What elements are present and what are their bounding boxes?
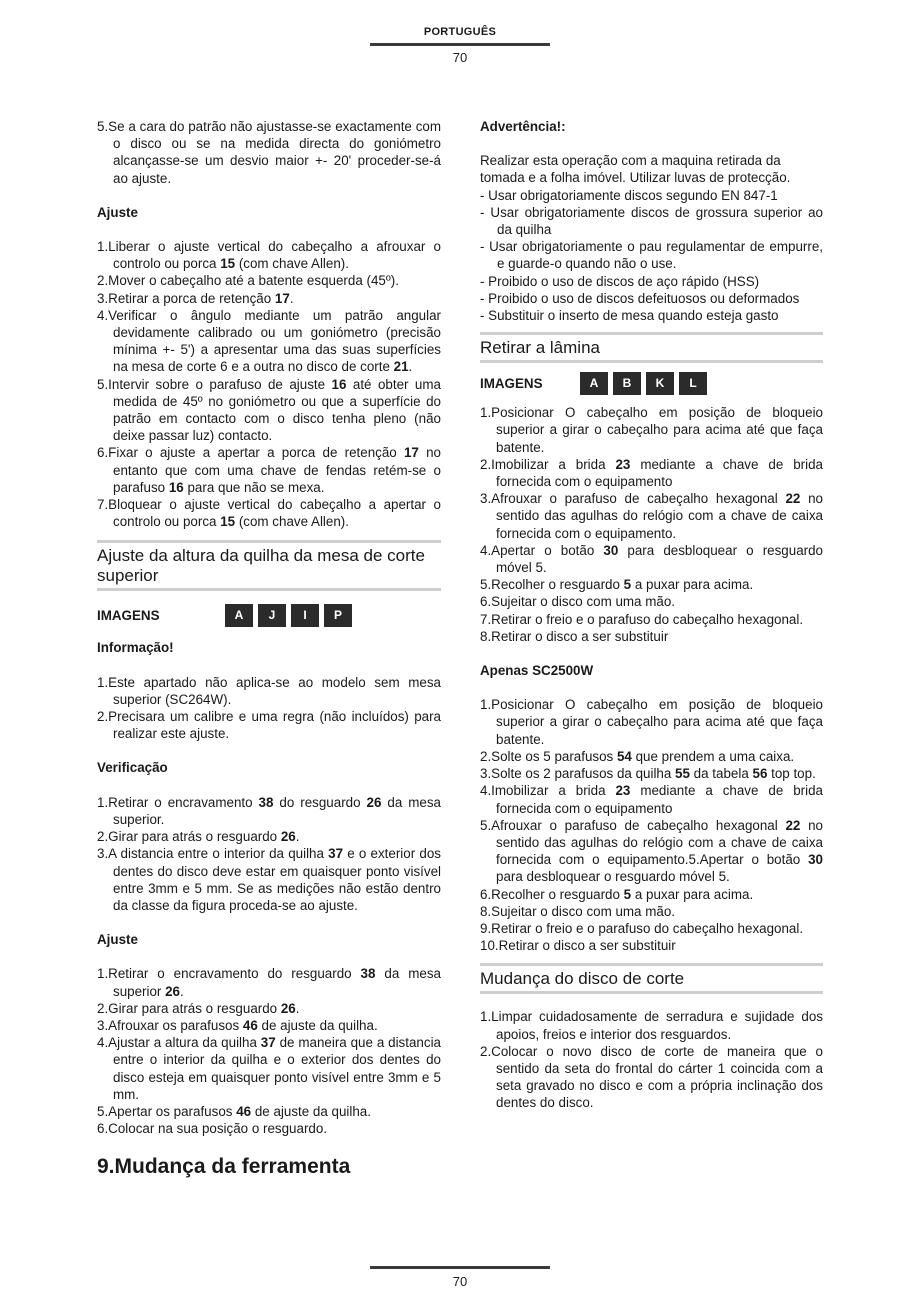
list-item: 5.Recolher o resguardo 5 a puxar para acima.: [480, 577, 754, 593]
section-title-retirar: Retirar a lâmina: [480, 332, 823, 363]
list-item: 6.Fixar o ajuste a apertar a porca de retenção 17 no entanto que com uma chave de fendas retém-se o parafuso 16 para que não se mexa.: [97, 445, 441, 495]
image-ref-box: I: [291, 604, 319, 627]
footer-page-number: 70: [452, 1274, 468, 1289]
list-item: 2.Mover o cabeçalho até a batente esquerda (45º).: [97, 273, 399, 289]
list-item: 8.Sujeitar o disco com uma mão.: [480, 903, 675, 919]
list-item: 5.Afrouxar o parafuso de cabeçalho hexagonal 22 no sentido das agulhas do relógio com a chave de caixa fornecida com o equipamento.5.Apertar o botão 30 para desbloquear o resguardo móvel 5.: [480, 817, 823, 885]
footer-rule: [370, 1266, 550, 1269]
chapter-title: 9.Mudança da ferramenta: [97, 1155, 351, 1179]
list-item: 2.Girar para atrás o resguardo 26.: [97, 829, 300, 845]
list-item: 3.Afrouxar o parafuso de cabeçalho hexagonal 22 no sentido das agulhas do relógio com a chave de caixa fornecida com o equipamento.: [480, 491, 823, 541]
image-ref-box: P: [324, 604, 352, 627]
list-item: 3.A distancia entre o interior da quilha 37 e o exterior dos dentes do disco deve estar em quaisquer ponto visível entre 3mm e 5 mm. Se as medições não estão dentro da classe da figura proceda-se ao ajuste.: [97, 846, 441, 913]
section-heading-verificacao: Verificação: [97, 760, 168, 776]
section-heading-ajuste: Ajuste: [97, 204, 138, 220]
list-item: 7.Bloquear o ajuste vertical do cabeçalho a apertar o controlo ou porca 15 (com chave Allen).: [97, 497, 441, 530]
imagens-row: [480, 369, 823, 397]
left-column: [97, 118, 441, 1180]
header-page-number: 70: [452, 50, 468, 65]
list-item: 3.Solte os 2 parafusos da quilha 55 da tabela 56 top top.: [480, 766, 816, 782]
list-item: 10.Retirar o disco a ser substituir: [480, 938, 676, 954]
list-item: 6.Sujeitar o disco com uma mão.: [480, 594, 675, 610]
list-item: 4.Ajustar a altura da quilha 37 de maneira que a distancia entre o interior da quilha e o exterior dos dentes do disco esteja em quaisquer ponto visível entre 3mm e 5 mm.: [97, 1035, 441, 1102]
imagens-label: IMAGENS: [480, 375, 543, 391]
list-item: 1.Retirar o encravamento 38 do resguardo 26 da mesa superior.: [97, 794, 441, 827]
list-item: - Substituir o inserto de mesa quando esteja gasto: [480, 308, 779, 324]
list-item: - Proibido o uso de discos defeituosos ou deformados: [480, 290, 800, 306]
list-item: 2.Solte os 5 parafusos 54 que prendem a uma caixa.: [480, 748, 795, 764]
list-item: - Usar obrigatoriamente discos segundo EN 847-1: [480, 187, 778, 203]
list-item: 9.Retirar o freio e o parafuso do cabeçalho hexagonal.: [480, 920, 804, 936]
list-item: 6.Recolher o resguardo 5 a puxar para acima.: [480, 886, 754, 902]
list-item: - Proibido o uso de discos de aço rápido (HSS): [480, 273, 760, 289]
list-item: - Usar obrigatoriamente discos de grossura superior ao da quilha: [480, 204, 823, 238]
list-item: 2.Precisara um calibre e uma regra (não incluídos) para realizar este ajuste.: [97, 709, 441, 742]
list-item: 1.Posicionar O cabeçalho em posição de bloqueio superior a girar o cabeçalho para acima até que faça batente.: [480, 697, 823, 747]
list-item: 3.Afrouxar os parafusos 46 de ajuste da quilha.: [97, 1017, 378, 1033]
imagens-row: [97, 601, 441, 629]
list-item: 6.Colocar na sua posição o resguardo.: [97, 1121, 328, 1137]
list-item: 1.Liberar o ajuste vertical do cabeçalho a afrouxar o controlo ou porca 15 (com chave Allen).: [97, 239, 441, 272]
list-item: 1.Limpar cuidadosamente de serradura e sujidade dos apoios, freios e interior dos resguardos.: [480, 1009, 823, 1042]
image-ref-box: A: [225, 604, 253, 627]
list-item: 7.Retirar o freio e o parafuso do cabeçalho hexagonal.: [480, 611, 804, 627]
list-item: 4.Verificar o ângulo mediante um patrão angular devidamente calibrado ou um goniómetro (precisão mínima +- 5') a apresentar uma das suas superfícies na mesa de corte 6 e a outra no disco de corte 21.: [97, 307, 441, 375]
image-ref-box: J: [258, 604, 286, 627]
list-item: 5.Se a cara do patrão não ajustasse-se exactamente com o disco ou se na medida directa do goniómetro alcançasse-se um desvio maior +- 20' proceder-se-á ao ajuste.: [97, 119, 441, 186]
list-item: 1.Este apartado não aplica-se ao modelo sem mesa superior (SC264W).: [97, 674, 441, 707]
section-heading-informacao: Informação!: [97, 640, 174, 656]
image-ref-box: L: [679, 372, 707, 395]
header-rule: [370, 43, 550, 46]
image-ref-box: K: [646, 372, 674, 395]
section-heading-advertencia: Advertência!:: [480, 119, 566, 134]
section-heading-apenas: Apenas SC2500W: [480, 663, 594, 679]
list-item: 2.Imobilizar a brida 23 mediante a chave de brida fornecida com o equipamento: [480, 456, 823, 490]
list-item: 2.Colocar o novo disco de corte de maneira que o sentido da seta do frontal do cárter 1 coincida com a seta gravado no disco e com a própria inclinação dos dentes do disco.: [480, 1043, 823, 1111]
list-item: 4.Imobilizar a brida 23 mediante a chave de brida fornecida com o equipamento: [480, 783, 823, 816]
section-title-quilha: Ajuste da altura da quilha da mesa de corte superior: [97, 540, 441, 591]
section-heading-ajuste-2: Ajuste: [97, 932, 138, 948]
imagens-label: IMAGENS: [97, 607, 160, 623]
list-item: 5.Apertar os parafusos 46 de ajuste da quilha.: [97, 1103, 371, 1119]
header-language: PORTUGUÊS: [423, 26, 497, 38]
list-item: 1.Retirar o encravamento do resguardo 38 da mesa superior 26.: [97, 966, 441, 999]
warning-intro: Realizar esta operação com a maquina retirada da tomada e a folha imóvel. Utilizar luvas de protecção.: [480, 153, 791, 186]
list-item: 1.Posicionar O cabeçalho em posição de bloqueio superior a girar o cabeçalho para acima até que faça batente.: [480, 405, 823, 455]
list-item: 5.Intervir sobre o parafuso de ajuste 16 até obter uma medida de 45º no goniómetro ou que a superfície do patrão em contacto com o disco tenha pleno (não deixe passar luz) contacto.: [97, 376, 441, 444]
section-title-mudanca: Mudança do disco de corte: [480, 963, 823, 994]
right-column: [480, 118, 823, 1112]
list-item: 4.Apertar o botão 30 para desbloquear o resguardo móvel 5.: [480, 542, 824, 576]
list-item: 8.Retirar o disco a ser substituir: [480, 628, 669, 644]
image-ref-box: B: [613, 372, 641, 395]
list-item: - Usar obrigatoriamente o pau regulamentar de empurre, e guarde-o quando não o use.: [480, 239, 823, 272]
list-item: 3.Retirar a porca de retenção 17.: [97, 290, 294, 306]
list-item: 2.Girar para atrás o resguardo 26.: [97, 1000, 300, 1016]
image-ref-box: A: [580, 372, 608, 395]
